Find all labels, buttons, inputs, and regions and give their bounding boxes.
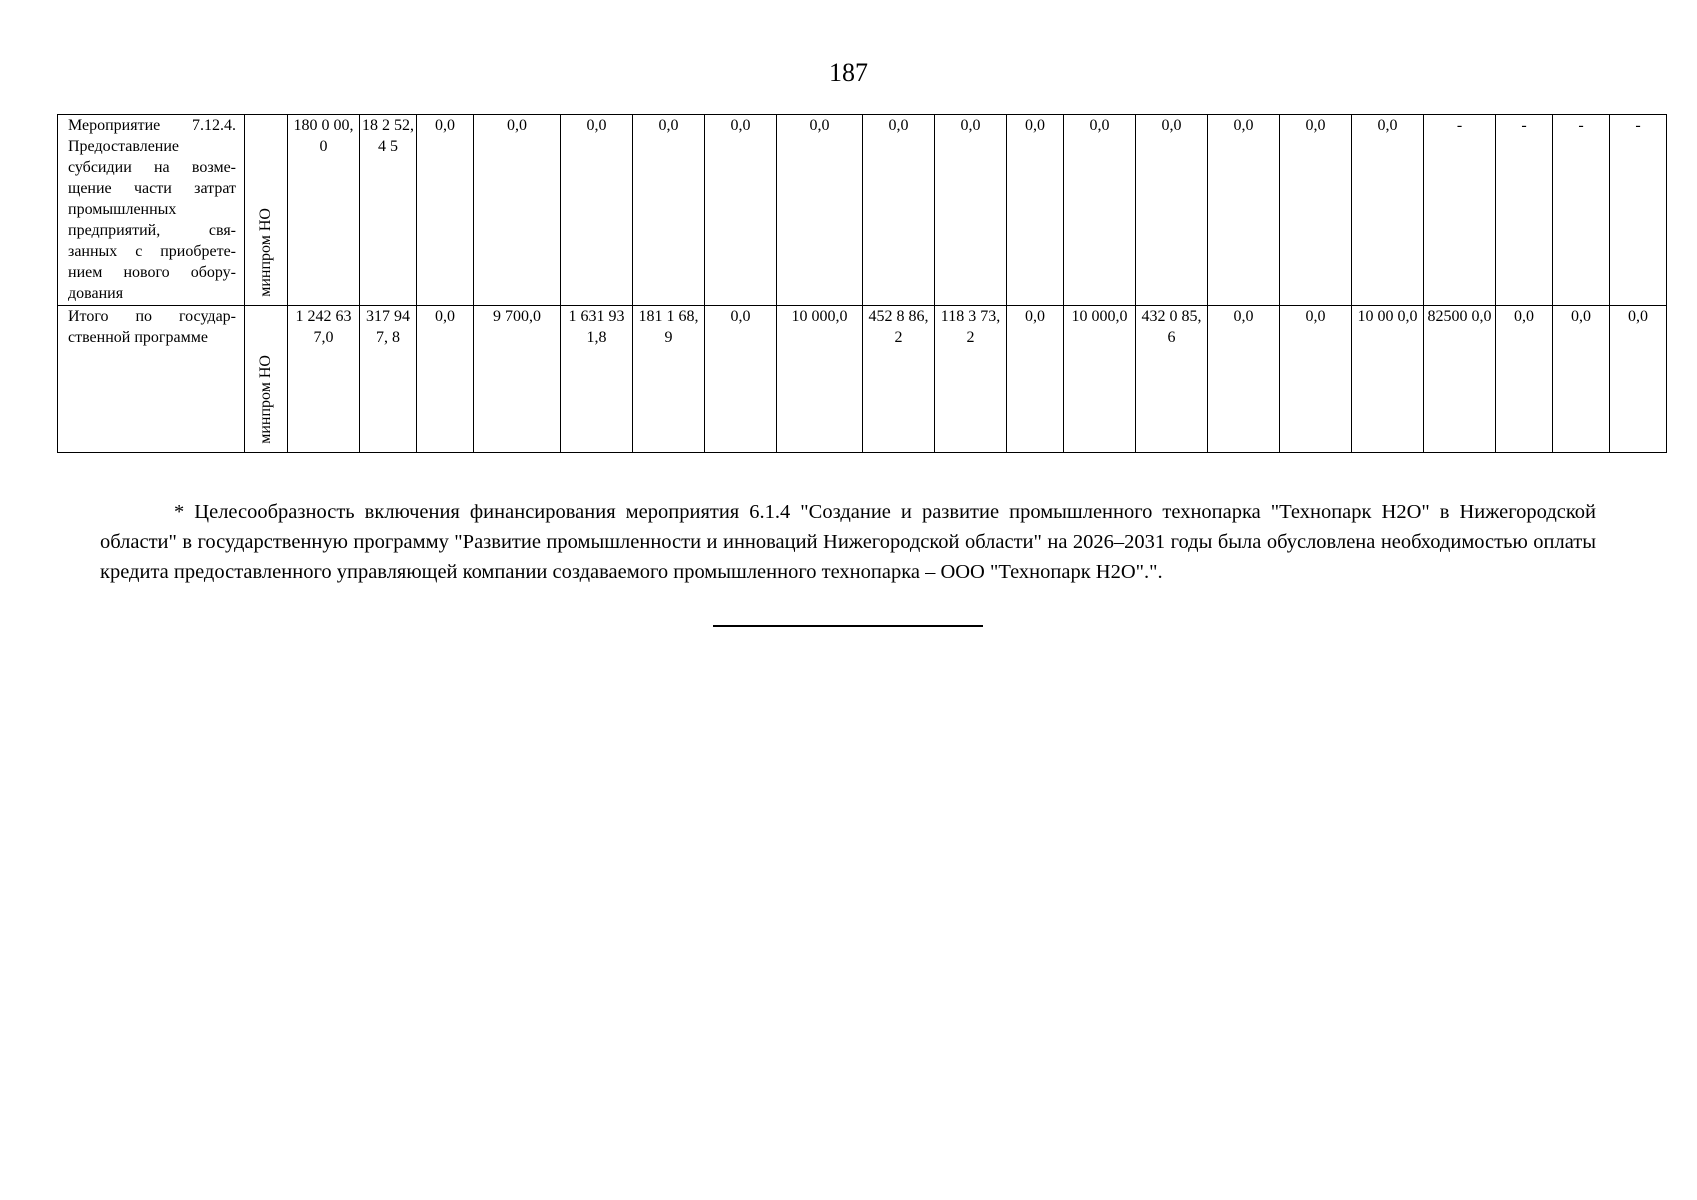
value-cell: 0,0: [705, 306, 777, 453]
value-cell: -: [1553, 115, 1610, 306]
executor-cell: [245, 115, 288, 306]
value-cell: 0,0: [705, 115, 777, 306]
end-rule: [713, 625, 983, 627]
value-cell: 0,0: [633, 115, 705, 306]
executor-label: минпром НО: [257, 355, 274, 444]
value-cell: 0,0: [417, 306, 474, 453]
value-cell: 0,0: [1007, 115, 1064, 306]
value-cell: 0,0: [474, 115, 561, 306]
executor-label: минпром НО: [257, 208, 274, 297]
value-cell: 1 631 931,8: [561, 306, 633, 453]
budget-table: [57, 114, 1667, 453]
row-name-cell: Мероприятие 7.12.4. Предоставление субсидии на возме-щение части затрат промышленных предприятий, свя-занных с приобрете-нием нового обору-дования: [58, 115, 245, 306]
value-cell: 0,0: [1064, 115, 1136, 306]
value-cell: 10 00 0,0: [1352, 306, 1424, 453]
value-cell: 9 700,0: [474, 306, 561, 453]
value-cell: -: [1610, 115, 1667, 306]
value-cell: 0,0: [1496, 306, 1553, 453]
value-cell: 10 000,0: [777, 306, 863, 453]
value-cell: 0,0: [1553, 306, 1610, 453]
value-cell: 0,0: [1136, 115, 1208, 306]
value-cell: 181 1 68,9: [633, 306, 705, 453]
value-cell: 1 242 637,0: [288, 306, 360, 453]
value-cell: 82500 0,0: [1424, 306, 1496, 453]
value-cell: 180 0 00,0: [288, 115, 360, 306]
value-cell: -: [1424, 115, 1496, 306]
value-cell: 0,0: [1208, 115, 1280, 306]
executor-cell: [245, 306, 288, 453]
value-cell: -: [1496, 115, 1553, 306]
value-cell: 452 8 86,2: [863, 306, 935, 453]
value-cell: 0,0: [561, 115, 633, 306]
table-row: [58, 115, 1667, 306]
value-cell: 0,0: [417, 115, 474, 306]
value-cell: 118 3 73,2: [935, 306, 1007, 453]
value-cell: 0,0: [777, 115, 863, 306]
table-row: [58, 306, 1667, 453]
value-cell: 317 947, 8: [360, 306, 417, 453]
value-cell: 0,0: [1352, 115, 1424, 306]
value-cell: 0,0: [935, 115, 1007, 306]
value-cell: 0,0: [1208, 306, 1280, 453]
value-cell: 0,0: [1610, 306, 1667, 453]
value-cell: 0,0: [1280, 306, 1352, 453]
value-cell: 0,0: [1280, 115, 1352, 306]
value-cell: 0,0: [1007, 306, 1064, 453]
value-cell: 10 000,0: [1064, 306, 1136, 453]
value-cell: 18 2 52,4 5: [360, 115, 417, 306]
value-cell: 0,0: [863, 115, 935, 306]
footnote: * Целесообразность включения финансирования мероприятия 6.1.4 "Создание и развитие промышленного технопарка "Технопарк Н2О" в Нижегородской области" в государственную программу "Развитие промышленности и инноваций Нижегородской области" на 2026–2031 годы была обусловлена необходимостью оплаты кредита предоставленного управляющей компании создаваемого промышленного технопарка – ООО "Технопарк Н2О".".: [100, 500, 1596, 583]
page-number: 187: [829, 58, 868, 87]
value-cell: 432 0 85,6: [1136, 306, 1208, 453]
row-name-cell: Итого по государ-ственной программе: [58, 306, 245, 453]
